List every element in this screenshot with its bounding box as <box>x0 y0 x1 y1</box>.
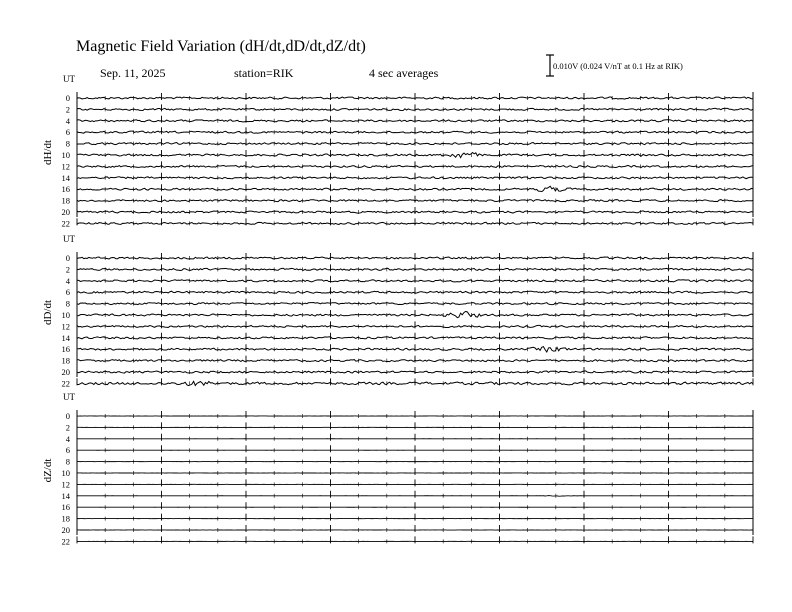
y-tick-label: 18 <box>61 195 70 206</box>
y-tick-label: 6 <box>65 287 70 298</box>
y-axis-label: dD/dt <box>42 299 54 326</box>
y-axis-label: dH/dt <box>42 139 54 166</box>
trace-dZ-dt-14 <box>77 496 753 497</box>
y-tick-label: 14 <box>61 490 70 501</box>
y-tick-label: 12 <box>61 321 70 332</box>
y-tick-label: 18 <box>61 355 70 366</box>
y-tick-label: 16 <box>61 184 70 195</box>
y-tick-label: 22 <box>61 218 70 229</box>
y-tick-label: 8 <box>65 298 70 309</box>
y-tick-label: 0 <box>65 411 70 421</box>
y-tick-label: 18 <box>61 513 70 524</box>
ut-label: UT <box>63 392 75 402</box>
y-tick-label: 16 <box>61 344 70 355</box>
panel-dD-dt <box>42 234 753 388</box>
y-tick-label: 16 <box>61 502 70 513</box>
station-label: station=RIK <box>234 66 294 80</box>
y-tick-label: 6 <box>65 127 70 138</box>
averaging-label: 4 sec averages <box>369 66 439 80</box>
y-tick-label: 20 <box>61 525 70 535</box>
y-tick-label: 2 <box>65 422 70 433</box>
y-tick-label: 2 <box>65 104 70 115</box>
y-tick-label: 6 <box>65 445 70 456</box>
y-tick-label: 0 <box>65 93 70 103</box>
scale-bar <box>546 55 554 76</box>
y-tick-label: 20 <box>61 367 70 377</box>
panel-dZ-dt <box>42 392 753 546</box>
y-tick-label: 4 <box>65 275 70 286</box>
y-tick-label: 20 <box>61 207 70 217</box>
date-label: Sep. 11, 2025 <box>100 66 166 80</box>
ut-label: UT <box>63 74 75 84</box>
y-tick-label: 10 <box>61 310 70 320</box>
chart-title: Magnetic Field Variation (dH/dt,dD/dt,dZ/dt) <box>76 38 366 55</box>
y-tick-label: 14 <box>61 172 70 183</box>
y-tick-label: 12 <box>61 479 70 490</box>
y-tick-label: 0 <box>65 253 70 263</box>
y-tick-label: 22 <box>61 536 70 547</box>
panel-dH-dt <box>42 74 753 228</box>
y-tick-label: 14 <box>61 332 70 343</box>
ut-label: UT <box>63 234 75 244</box>
y-tick-label: 4 <box>65 433 70 444</box>
y-tick-label: 8 <box>65 138 70 149</box>
y-tick-label: 2 <box>65 264 70 275</box>
y-tick-label: 8 <box>65 456 70 467</box>
y-tick-label: 10 <box>61 468 70 478</box>
y-tick-label: 4 <box>65 115 70 126</box>
y-tick-label: 10 <box>61 150 70 160</box>
y-tick-label: 22 <box>61 378 70 389</box>
y-tick-label: 12 <box>61 161 70 172</box>
y-axis-label: dZ/dt <box>42 458 54 483</box>
scale-label: 0.010V (0.024 V/nT at 0.1 Hz at RIK) <box>553 61 683 71</box>
